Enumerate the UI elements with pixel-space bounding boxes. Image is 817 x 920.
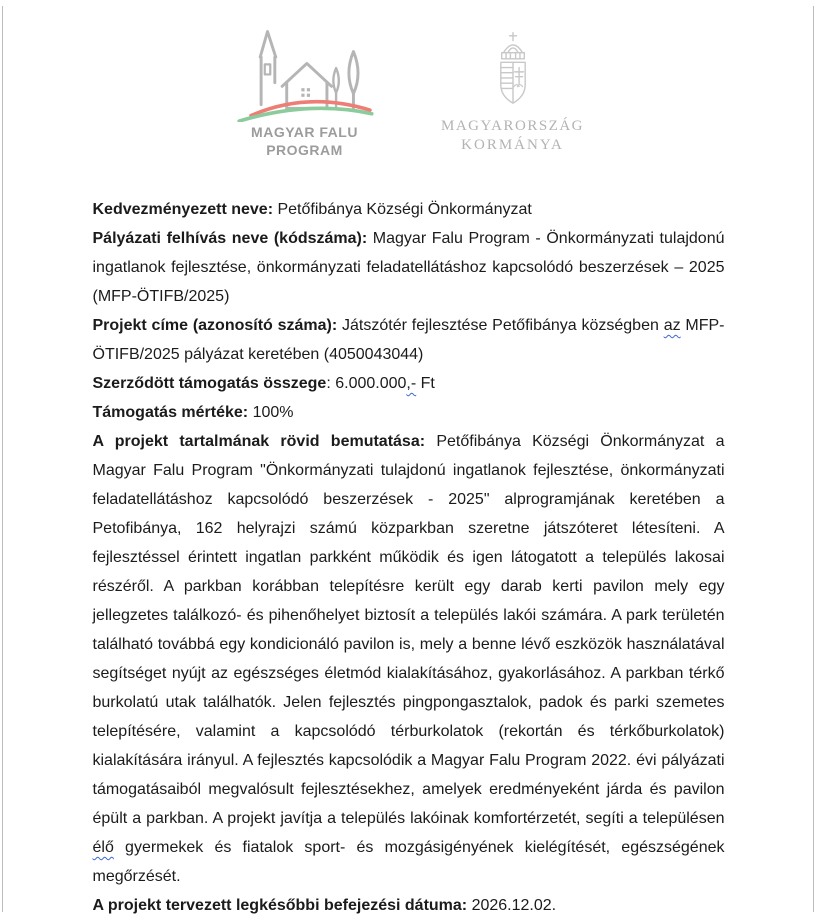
deadline-value: 2026.12.02. [467, 897, 557, 914]
deadline-label: A projekt tervezett legkésőbbi befejezési dátuma: [92, 897, 468, 914]
field-grant-amount [93, 369, 725, 398]
field-call-name [93, 224, 725, 311]
description-text-cont: gyermekek és fiatalok sport- és mozgásigényének kielégítését, egészségének megőrzését. [92, 839, 725, 885]
document-content [93, 195, 725, 920]
green-arc [239, 108, 372, 121]
hungarian-coat-of-arms-icon [485, 31, 541, 111]
project-title-value-cont: MFP-ÖTIFB/2025 pályázat keretében (4050043044) [92, 317, 725, 363]
call-name-label: Pályázati felhívás neve (kódszáma): [92, 230, 368, 247]
village-church-icon [230, 26, 380, 122]
gov-logo-text-line2: KORMÁNYA [461, 137, 564, 153]
magyar-falu-program-logo [230, 26, 380, 158]
spellcheck-marked-word-elo: élő [92, 839, 114, 856]
call-name-value: Magyar Falu Program - Önkormányzati tulajdonú ingatlanok fejlesztése, önkormányzati feladatellátáshoz kapcsolódó beszerzések – 2025 (MFP-ÖTIFB/2025) [92, 230, 725, 305]
grant-rate-value: 100% [248, 404, 294, 421]
spellcheck-marked-word: az [663, 317, 681, 334]
field-project-title [93, 311, 725, 369]
grant-amount-currency: Ft [416, 375, 435, 392]
header-logos [0, 0, 817, 158]
hungary-government-logo [438, 31, 588, 155]
field-grant-rate [93, 398, 725, 427]
project-title-label: Projekt címe (azonosító száma): [92, 317, 338, 334]
field-beneficiary [93, 195, 725, 224]
beneficiary-label: Kedvezményezett neve: [92, 201, 274, 218]
description-text: Petőfibánya Községi Önkormányzat a Magyar Falu Program "Önkormányzati tulajdonú ingatlanok fejlesztése, önkormányzati feladatellátáshoz kapcsolódó beszerzések - 2025" alprogramjának keretében a Petofibánya, 162 helyrajzi számú közparkban szeretne játszóteret létesíteni. A fejlesztéssel érintett ingatlan parkként működik és igen látogatott a település lakosai részéről. A parkban korábban telepítésre került egy darab kerti pavilon mely egy jellegzetes találkozó- és pihenőhelyet biztosít a település lakói számára. A park területén található továbbá egy kondicionáló pavilon is, mely a benne lévő eszközök használatával segítséget nyújt az egészséges életmód kialakításához, gyakorlásához. A parkban térkő burkolatú utak találhatók. Jelen fejlesztés pingpongasztalok, padok és parki szemetes telepítésére, valamint a kapcsolódó térburkolatok (rekortán és térkőburkolatok) kialakítására irányul. A fejlesztés kapcsolódik a Magyar Falu Program 2022. évi pályázati támogatásaiból megvalósult fejlesztésekhez, amelyek eredményeként járda és pavilon épült a parkban. A projekt javítja a település lakóinak komfortérzetét, segíti a településen [92, 433, 725, 827]
grant-amount-separator: : [326, 375, 336, 392]
field-project-description [93, 427, 725, 891]
grant-amount-label: Szerződött támogatás összege [92, 375, 327, 392]
page-left-edge [2, 6, 3, 912]
mfp-logo-text-line2: PROGRAM [266, 142, 343, 158]
field-deadline [93, 891, 725, 920]
page-right-edge [813, 6, 814, 912]
gov-logo-text-line1: MAGYARORSZÁG [440, 118, 585, 134]
description-label: A projekt tartalmának rövid bemutatása: [92, 433, 426, 450]
grant-amount-value: 6.000.000 [335, 375, 407, 392]
mfp-logo-text-line1: MAGYAR FALU [251, 124, 358, 140]
project-title-value: Játszótér fejlesztése Petőfibánya községben [337, 317, 664, 334]
beneficiary-value: Petőfibánya Községi Önkormányzat [273, 201, 532, 218]
grant-rate-label: Támogatás mértéke: [92, 404, 249, 421]
spellcheck-marked-suffix: ,- [406, 375, 417, 392]
